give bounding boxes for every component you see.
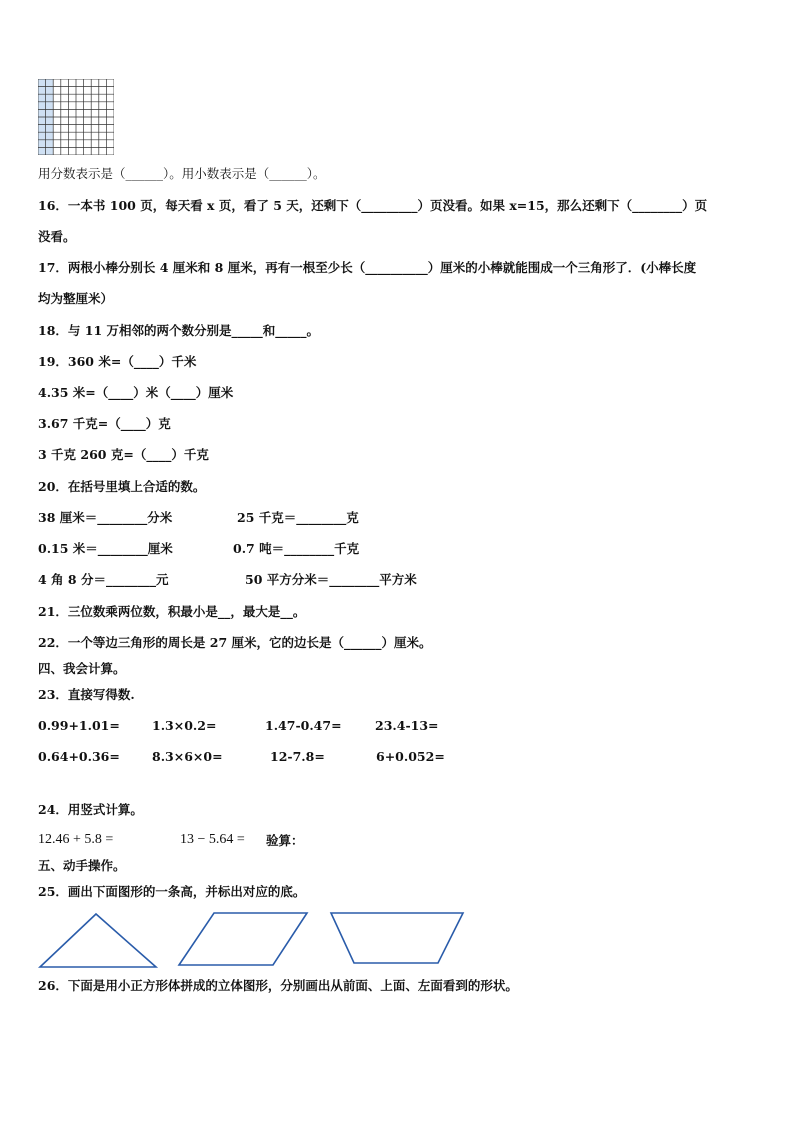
q24-title: 24．用竖式计算。	[38, 802, 143, 817]
triangle-shape	[36, 910, 160, 970]
q20-row1-right: 25 千克＝________克	[237, 510, 359, 525]
q19-line4: 3 千克 260 克=（____）千克	[38, 447, 209, 462]
q18-line: 18．与 11 万相邻的两个数分别是_____和_____。	[38, 323, 319, 338]
q22-line: 22．一个等边三角形的周长是 27 厘米，它的边长是（______）厘米。	[38, 635, 432, 650]
q19-line1: 19．360 米=（____）千米	[38, 354, 197, 369]
q20-title: 20．在括号里填上合适的数。	[38, 479, 206, 494]
q23-r2c1: 0.64+0.36=	[38, 749, 120, 764]
q23-r2c4: 6+0.052=	[376, 749, 445, 764]
q25-title: 25．画出下面图形的一条高，并标出对应的底。	[38, 884, 306, 899]
q20-row3-left: 4 角 8 分＝________元	[38, 572, 169, 587]
q23-title: 23．直接写得数.	[38, 687, 135, 702]
q15-line: 用分数表示是（______）。用小数表示是（______）。	[38, 166, 326, 181]
q20-row1-left: 38 厘米＝________分米	[38, 510, 173, 525]
section4-title: 四、我会计算。	[38, 661, 126, 676]
q16-line2: 没看。	[38, 229, 76, 244]
q20-row2-left: 0.15 米＝________厘米	[38, 541, 173, 556]
q19-line3: 3.67 千克=（____）克	[38, 416, 171, 431]
parallelogram-shape	[176, 908, 312, 968]
q23-r1c1: 0.99+1.01=	[38, 718, 120, 733]
section5-title: 五、动手操作。	[38, 858, 126, 873]
q23-r1c4: 23.4-13=	[375, 718, 439, 733]
q24-expr2: 13 − 5.64 =	[180, 832, 245, 847]
q23-r1c2: 1.3×0.2=	[152, 718, 217, 733]
q23-r2c3: 12-7.8=	[270, 749, 325, 764]
q20-row2-right: 0.7 吨＝________千克	[233, 541, 360, 556]
q20-row3-right: 50 平方分米＝________平方米	[245, 572, 417, 587]
q23-r2c2: 8.3×6×0=	[152, 749, 223, 764]
q17-line1: 17．两根小棒分别长 4 厘米和 8 厘米，再有一根至少长（__________）厘米的小棒就能围成一个三角形了．(小棒长度	[38, 260, 697, 275]
q17-line2: 均为整厘米）	[38, 291, 114, 306]
q24-expr1: 12.46 + 5.8 =	[38, 832, 114, 847]
q16-line1: 16．一本书 100 页，每天看 x 页，看了 5 天，还剩下（_________）页没看。如果 x=15，那么还剩下（________）页	[38, 198, 708, 213]
trapezoid-shape	[326, 908, 468, 968]
q23-r1c3: 1.47-0.47=	[265, 718, 342, 733]
q19-line2: 4.35 米=（____）米（____）厘米	[38, 385, 234, 400]
q26-title: 26．下面是用小正方形体拼成的立体图形，分别画出从前面、上面、左面看到的形状。	[38, 978, 518, 993]
q21-line: 21．三位数乘两位数，积最小是__，最大是__。	[38, 604, 306, 619]
q24-check-label: 验算：	[266, 833, 304, 848]
hundred-grid-figure	[38, 79, 114, 155]
